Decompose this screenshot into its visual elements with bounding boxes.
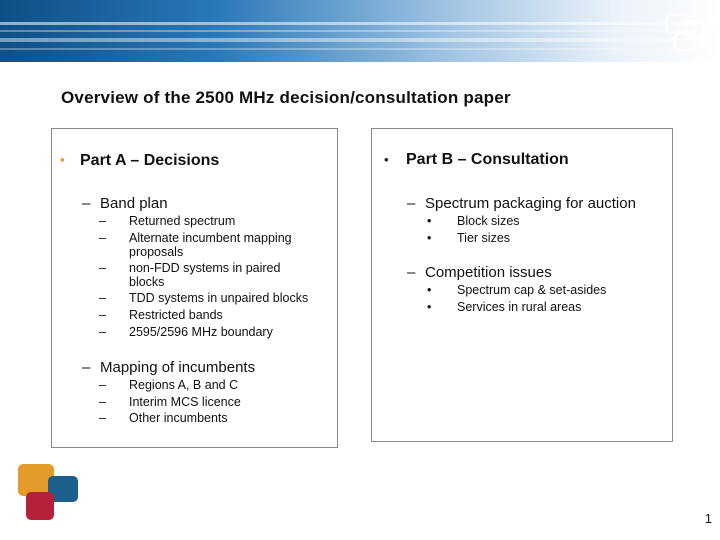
list-item: – TDD systems in unpaired blocks <box>99 291 309 305</box>
part-a-heading: Part A – Decisions <box>80 152 220 169</box>
list-item: – Returned spectrum <box>99 214 236 228</box>
page-number: 1 <box>704 511 712 526</box>
packaging-label: – Spectrum packaging for auction <box>407 195 636 212</box>
part-b-bullet: • <box>384 152 389 167</box>
page-title: Overview of the 2500 MHz decision/consultation paper <box>61 88 511 107</box>
list-item: – Alternate incumbent mapping proposals <box>99 231 292 259</box>
list-item: – Regions A, B and C <box>99 378 239 392</box>
part-b-panel <box>371 128 673 442</box>
list-item: • Block sizes <box>427 214 520 228</box>
part-a-panel <box>51 128 338 448</box>
band-plan-label: – Band plan <box>82 195 168 212</box>
header-stripe <box>0 38 720 42</box>
competition-label: – Competition issues <box>407 264 552 281</box>
part-b-heading: Part B – Consultation <box>406 151 569 168</box>
list-item: • Spectrum cap & set-asides <box>427 283 607 297</box>
list-item: – Restricted bands <box>99 308 223 322</box>
part-a-bullet: ▪ <box>60 152 65 167</box>
header-stripe <box>0 48 720 50</box>
header-stripe <box>0 30 720 32</box>
mapping-label: – Mapping of incumbents <box>82 359 256 376</box>
list-item: – 2595/2596 MHz boundary <box>99 325 273 339</box>
list-item: • Tier sizes <box>427 231 511 245</box>
header-band <box>0 0 720 62</box>
list-item: – Interim MCS licence <box>99 395 241 409</box>
list-item: – non-FDD systems in paired blocks <box>99 261 281 289</box>
list-item: • Services in rural areas <box>427 300 582 314</box>
header-stripe <box>0 22 720 25</box>
list-item: – Other incumbents <box>99 411 228 425</box>
